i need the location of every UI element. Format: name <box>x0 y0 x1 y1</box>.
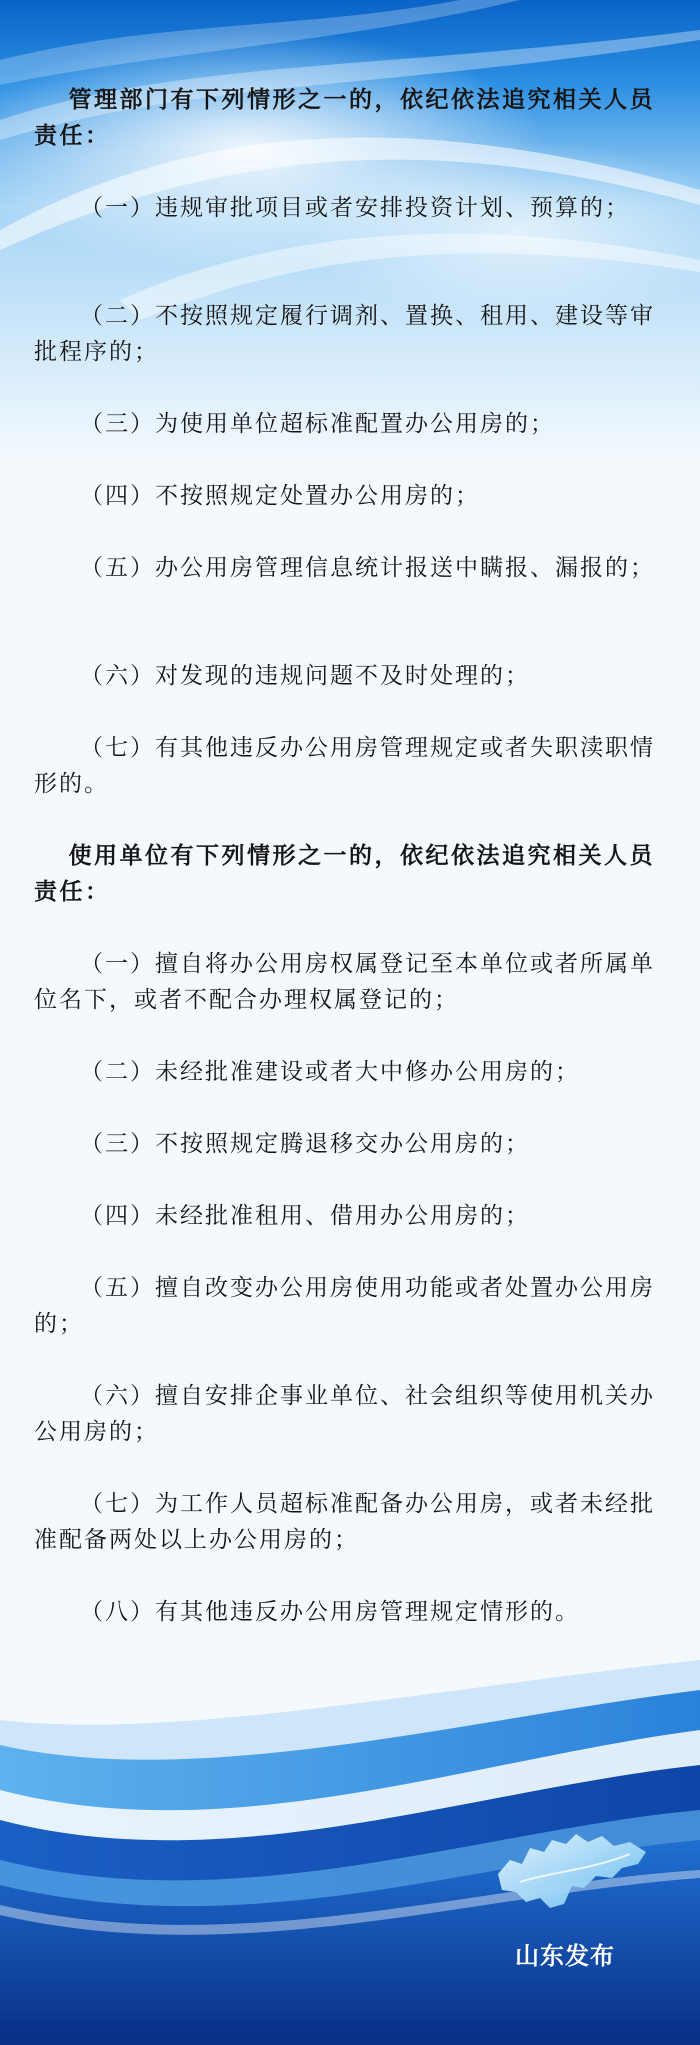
list-item: （五）擅自改变办公用房使用功能或者处置办公用房的； <box>34 1275 655 1337</box>
list-item: （四）未经批准租用、借用办公用房的； <box>80 1203 530 1229</box>
list-item: （七）有其他违反办公用房管理规定或者失职渎职情形的。 <box>34 735 655 797</box>
list-item: （七）为工作人员超标准配备办公用房，或者未经批准配备两处以上办公用房的； <box>34 1491 655 1553</box>
shandong-map-icon <box>480 1812 660 1922</box>
list-item: （二）不按照规定履行调剂、置换、租用、建设等审批程序的； <box>34 303 655 365</box>
list-item: （六）擅自安排企事业单位、社会组织等使用机关办公用房的； <box>34 1383 655 1445</box>
list-item: （三）不按照规定腾退移交办公用房的； <box>80 1131 530 1157</box>
list-item: （五）办公用房管理信息统计报送中瞒报、漏报的； <box>80 555 655 581</box>
list-item: （三）为使用单位超标准配置办公用房的； <box>80 411 555 437</box>
list-item: （二）未经批准建设或者大中修办公用房的； <box>80 1059 580 1085</box>
list-item: （八）有其他违反办公用房管理规定情形的。 <box>80 1599 580 1625</box>
brand-name: 山东发布 <box>515 1942 615 1970</box>
section-heading: 管理部门有下列情形之一的，依纪依法追究相关人员责任： <box>34 87 655 149</box>
list-item: （六）对发现的违规问题不及时处理的； <box>80 663 530 689</box>
section-heading: 使用单位有下列情形之一的，依纪依法追究相关人员责任： <box>34 843 655 905</box>
list-item: （四）不按照规定处置办公用房的； <box>80 483 480 509</box>
list-item: （一）违规审批项目或者安排投资计划、预算的； <box>80 195 630 221</box>
list-item: （一）擅自将办公用房权属登记至本单位或者所属单位名下，或者不配合办理权属登记的； <box>34 951 655 1013</box>
